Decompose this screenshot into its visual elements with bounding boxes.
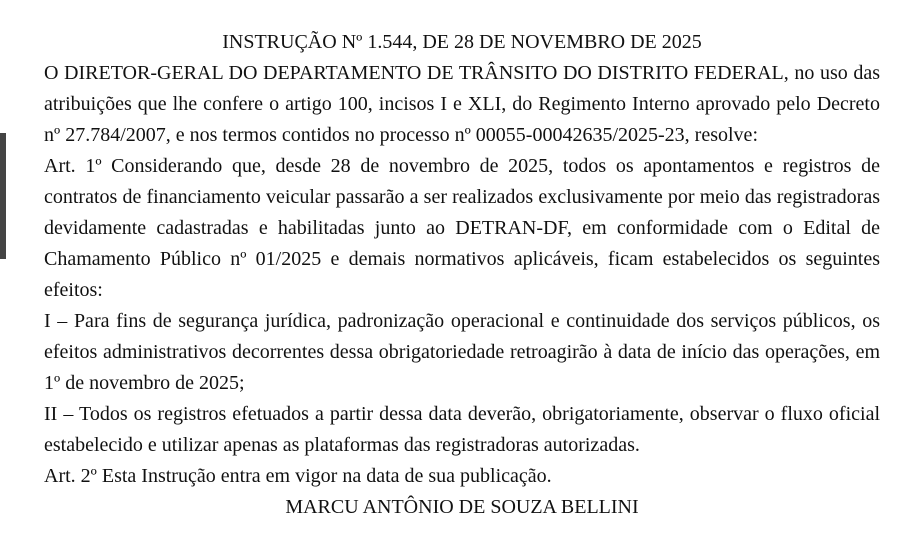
preamble-paragraph: O DIRETOR-GERAL DO DEPARTAMENTO DE TRÂNSITO DO DISTRITO FEDERAL, no uso das atribuições que lhe confere o artigo 100, incisos I e XLI, do Regimento Interno aprovado pelo Decreto nº 27.784/2007, e nos termos contidos no processo nº 00055-00042635/2025-23, resolve: — [44, 62, 880, 146]
document-title: INSTRUÇÃO Nº 1.544, DE 28 DE NOVEMBRO DE 2025 — [222, 31, 702, 53]
item-i-paragraph: I – Para fins de segurança jurídica, padronização operacional e continuidade dos serviços públicos, os efeitos administrativos decorrentes dessa obrigatoriedade retroagirão à data de início das operações, em 1º de novembro de 2025; — [44, 310, 880, 394]
article-2-paragraph: Art. 2º Esta Instrução entra em vigor na data de sua publicação. — [44, 465, 552, 487]
document-body — [44, 27, 880, 523]
signature-name: MARCU ANTÔNIO DE SOUZA BELLINI — [285, 496, 639, 518]
item-ii-paragraph: II – Todos os registros efetuados a partir dessa data deverão, obrigatoriamente, observar o fluxo oficial estabelecido e utilizar apenas as plataformas das registradoras autorizadas. — [44, 403, 880, 456]
article-1-paragraph: Art. 1º Considerando que, desde 28 de novembro de 2025, todos os apontamentos e registros de contratos de financiamento veicular passarão a ser realizados exclusivamente por meio das registradoras devidamente cadastradas e habilitadas junto ao DETRAN-DF, em conformidade com o Edital de Chamamento Público nº 01/2025 e demais normativos aplicáveis, ficam estabelecidos os seguintes efeitos: — [44, 155, 880, 301]
left-margin-bar — [0, 133, 6, 259]
